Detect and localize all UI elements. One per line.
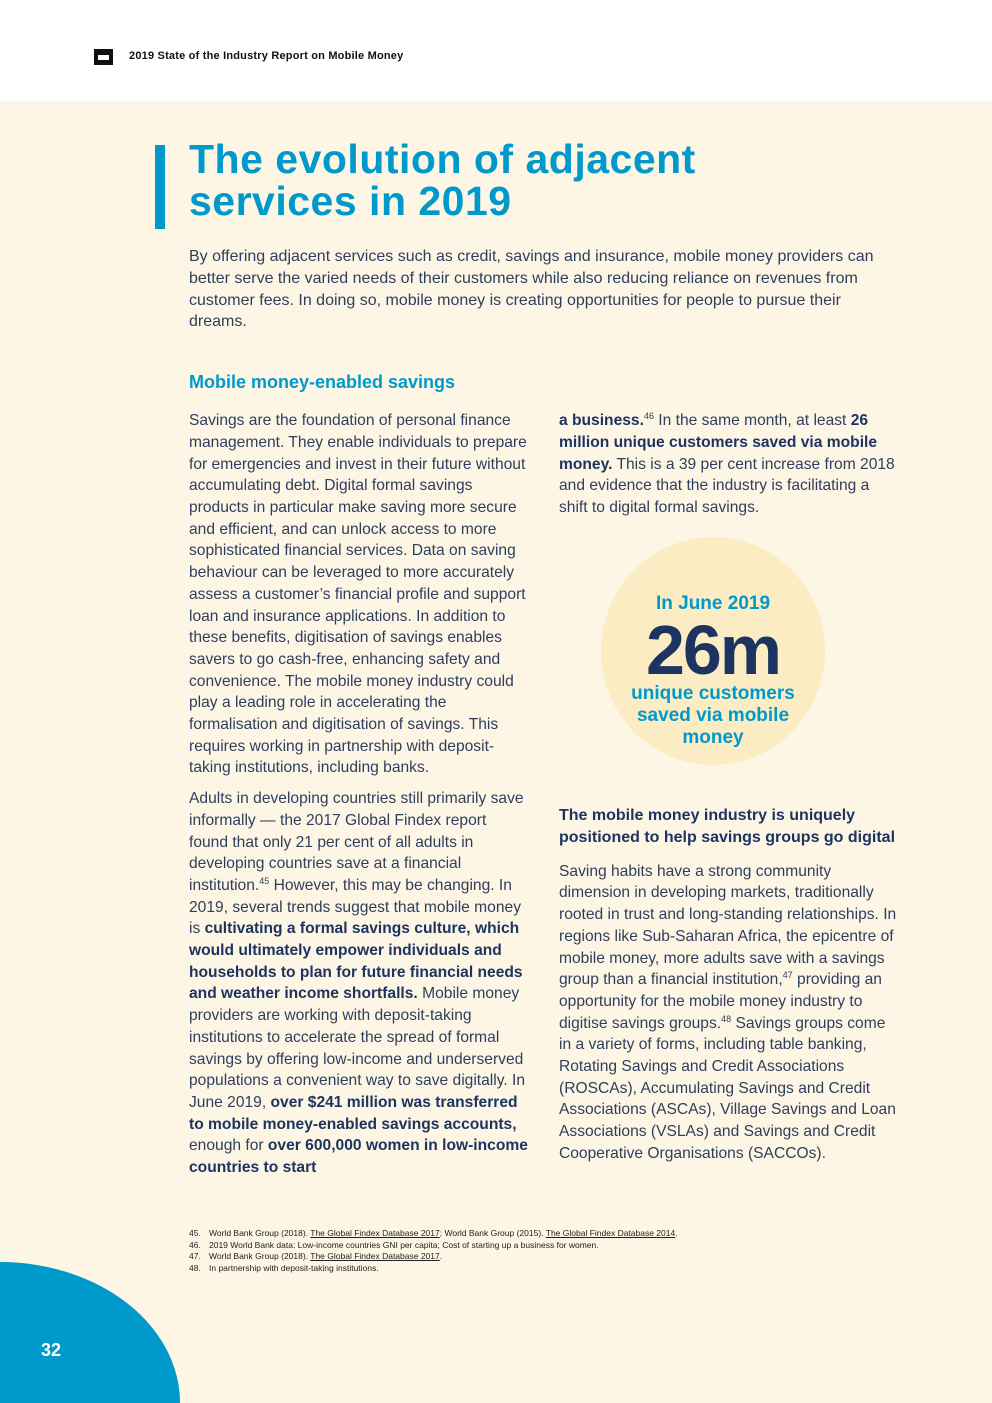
footnote	[189, 1251, 889, 1263]
body-paragraph	[189, 410, 529, 779]
footnote-number: 45.	[189, 1227, 201, 1238]
gsma-logo-icon	[94, 49, 113, 65]
callout-caption: unique customers saved via mobile money	[631, 682, 795, 748]
text-segment: Savings are the foundation of personal finance management. They enable individuals to prepare for emergencies and invest in their future without accumulating debt. Digital formal savings products in particular make saving more secure and efficient, and can unlock access to more sophisticated financial services. Data on saving behaviour can be leveraged to more accurately assess a customer’s financial profile and support loan and insurance applications. In addition to these benefits, digitisation of savings enables savers to go cash-free, enhancing safety and convenience. The mobile money industry could play a leading role in accelerating the formalisation and digitisation of savings. This requires working in partnership with deposit-taking institutions, including banks.	[189, 412, 527, 777]
page-corner-shape	[0, 1262, 180, 1403]
title-accent-bar	[155, 145, 165, 229]
text-segment: ; World Bank Group (2015).	[439, 1227, 546, 1238]
footnote-ref: 46	[643, 411, 654, 421]
footnote-ref: 45	[259, 875, 270, 886]
footnote-number: 48.	[189, 1262, 201, 1273]
left-column	[189, 410, 529, 1188]
right-column	[559, 410, 901, 1173]
title-block	[189, 138, 889, 222]
text-segment: Mobile money providers are working with deposit-taking institutions to accelerate the spread of formal savings by offering low-income and underserved populations a convenient way to save digitally. In June 2019,	[189, 985, 526, 1111]
text-segment: over 600,000 women in low-income countries to start	[189, 1137, 528, 1177]
callout-circle	[601, 537, 825, 765]
body-paragraph	[559, 861, 901, 1165]
page-title: The evolution of adjacent services in 2019	[189, 136, 696, 224]
text-segment: This is a 39 per cent increase from 2018 and evidence that the industry is facilitating a shift to digital formal savings.	[559, 455, 895, 516]
citation-link[interactable]: The Global Findex Database 2017	[310, 1251, 440, 1262]
body-paragraph	[189, 788, 529, 1179]
page-body	[0, 101, 992, 1403]
body-paragraph	[559, 410, 901, 519]
footnote	[189, 1228, 889, 1240]
citation-link[interactable]: The Global Findex Database 2017	[310, 1227, 440, 1238]
report-title: 2019 State of the Industry Report on Mobile Money	[129, 50, 404, 62]
section-heading: Mobile money-enabled savings	[189, 372, 456, 393]
text-segment: Adults in developing countries still primarily save informally — the 2017 Global Findex report found that only 21 per cent of all adults in developing countries save at a financial institution.	[189, 790, 524, 894]
text-segment: 26 million unique customers saved via mobile money.	[559, 412, 878, 473]
intro-paragraph: By offering adjacent services such as credit, savings and insurance, mobile money providers can better serve the varied needs of their customers while also reducing reliance on revenues from customer fees. In doing so, mobile money is creating opportunities for people to pursue their dreams.	[189, 248, 874, 331]
two-column-body	[189, 410, 901, 1188]
text-segment: providing an opportunity for the mobile money industry to digitise savings groups.	[559, 971, 882, 1032]
callout-figure: 26m	[645, 610, 781, 689]
text-segment: 2019 World Bank data: Low-income countries GNI per capita; Cost of starting up a business for women.	[209, 1239, 599, 1250]
page-number: 32	[41, 1340, 62, 1360]
text-segment: over $241 million was transferred to mobile money-enabled savings accounts,	[189, 1093, 518, 1133]
text-segment: .	[675, 1227, 678, 1238]
footnote-ref: 47	[782, 970, 793, 981]
footnotes	[189, 1228, 889, 1275]
citation-link[interactable]: The Global Findex Database 2014	[545, 1227, 676, 1238]
text-segment: In the same month, at least	[653, 412, 851, 430]
text-segment: cultivating a formal savings culture, which would ultimately empower individuals and households to plan for future financial needs and weather income shortfalls.	[189, 920, 523, 1003]
text-segment: a business.	[559, 412, 644, 430]
page-header	[0, 0, 992, 101]
text-segment: .	[439, 1251, 443, 1262]
text-segment: enough for	[189, 1137, 268, 1155]
footnote	[189, 1263, 889, 1275]
text-segment: Saving habits have a strong community dimension in developing markets, traditionally rooted in trust and long-standing relationships. In regions like Sub-Saharan Africa, the epicentre of mobile money, more adults save with a savings group than a financial institution,	[559, 862, 897, 989]
text-segment: Savings groups come in a variety of forms, including table banking, Rotating Savings and Credit Associations (ROSCAs), Accumulating Savings and Credit Associations (ASCAs), Village Savings and Loan Associations (VSLAs) and Savings and Credit Cooperative Organisations (SACCOs).	[559, 1014, 896, 1162]
footnote-number: 47.	[189, 1251, 201, 1262]
text-segment: World Bank Group (2018).	[209, 1227, 311, 1238]
callout-date: In June 2019	[655, 592, 771, 614]
footnote	[189, 1240, 889, 1252]
text-segment: In partnership with deposit-taking institutions.	[209, 1262, 379, 1273]
text-segment: World Bank Group (2018).	[209, 1251, 311, 1262]
right-column-bottom	[559, 861, 901, 1165]
text-segment: However, this may be changing. In 2019, several trends suggest that mobile money is	[189, 876, 521, 938]
footnote-ref: 48	[721, 1013, 732, 1024]
right-column-top	[559, 410, 901, 519]
subheading: The mobile money industry is uniquely positioned to help savings groups go digital	[559, 806, 896, 846]
footnote-number: 46.	[189, 1239, 201, 1250]
